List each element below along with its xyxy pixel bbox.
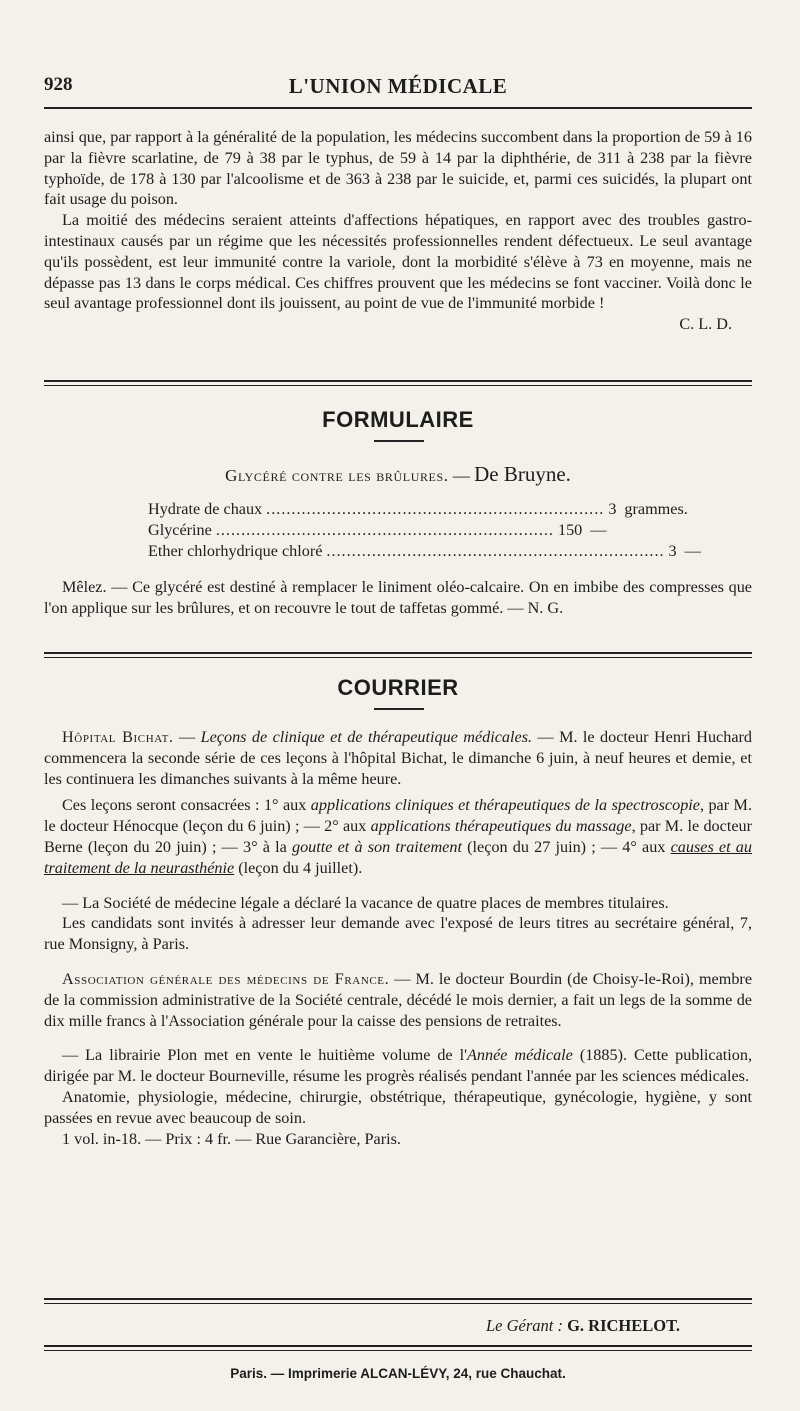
courrier-section bbox=[44, 727, 752, 1149]
printer-imprint: Paris. — Imprimerie ALCAN-LÉVY, 24, rue Chauchat. bbox=[230, 1366, 566, 1381]
ingredient-row bbox=[148, 499, 688, 520]
heading-association: Association générale des médecins de France. bbox=[62, 969, 390, 988]
section-rule-bottom bbox=[44, 657, 752, 658]
courrier-paragraph: Ces leçons seront consacrées : 1° aux applications cliniques et thérapeutiques de la spectroscopie, par M. le docteur Hénocque (leçon du 6 juin) ; — 2° aux applications thérapeutiques du massage, par M. le docteur Berne (leçon du 20 juin) ; — 3° à la goutte et à son traitement (leçon du 27 juin) ; — 4° aux causes et au traitement de la neurasthénie (leçon du 4 juillet). bbox=[44, 796, 753, 877]
courrier-paragraph: Association générale des médecins de France. — M. le docteur Bourdin (de Choisy-le-Roi), membre de la commission administrative de la Société centrale, décédé le mois dernier, a fait un legs de la somme de dix mille francs à l'Association générale pour la caisse des pensions de retraites. bbox=[44, 969, 753, 1030]
ingredient-name: Ether chlorhydrique chloré bbox=[148, 542, 323, 560]
footer-rule-top bbox=[44, 1345, 752, 1347]
journal-title: L'UNION MÉDICALE bbox=[288, 74, 508, 98]
leader-dots: ................................................................... bbox=[326, 542, 665, 560]
intro-signature: C. L. D. bbox=[679, 315, 732, 334]
gerant-name: G. RICHELOT. bbox=[567, 1316, 680, 1335]
ingredient-quantity: 150 bbox=[557, 521, 583, 539]
page-number: 928 bbox=[44, 74, 73, 95]
footer-rule-bottom bbox=[44, 1350, 752, 1351]
formulaire-text: Mêlez. — Ce glycéré est destiné à remplacer le liniment oléo-calcaire. On en imbibe des compresses que l'on applique sur les brûlures, et on recouvre le tout de taffetas gommé. — N. G. bbox=[44, 578, 752, 617]
gerant-label: Le Gérant : bbox=[485, 1316, 563, 1335]
ingredient-row bbox=[148, 541, 701, 562]
formulaire-subtitle bbox=[44, 462, 752, 487]
intro-section bbox=[44, 127, 752, 335]
ingredient-quantity: 3 bbox=[668, 542, 677, 560]
courrier-title: COURRIER bbox=[337, 675, 459, 700]
leader-dots: ................................................................... bbox=[266, 500, 605, 518]
courrier-paragraph: — La librairie Plon met en vente le huitième volume de l'Année médicale (1885). Cette publication, dirigée par M. le docteur Bourneville, résume les progrès réalisés pendant l'année par les sciences médicales. bbox=[44, 1046, 753, 1086]
gerant-signature bbox=[486, 1316, 680, 1336]
recipe-ingredients bbox=[148, 499, 701, 562]
ingredient-name: Glycérine bbox=[148, 521, 212, 539]
ingredient-unit: — bbox=[590, 521, 607, 539]
formulaire-title: FORMULAIRE bbox=[322, 407, 474, 432]
recipe-title: Glycéré contre les brûlures. bbox=[225, 466, 449, 485]
gerant-rule-top bbox=[44, 1298, 752, 1300]
courrier-paragraph: Hôpital Bichat. — Leçons de clinique et de thérapeutique médicales. — M. le docteur Henri Huchard commencera la seconde série de ces leçons à l'hôpital Bichat, le dimanche 6 juin, à neuf heures et demie, et les continuera les dimanches suivants à la même heure. bbox=[44, 728, 752, 788]
heading-hopital-bichat: Hôpital Bichat. bbox=[62, 728, 174, 746]
page-header bbox=[44, 74, 752, 100]
section-rule-bottom bbox=[44, 385, 752, 386]
leader-dots: ................................................................... bbox=[215, 521, 554, 539]
ingredient-unit: grammes. bbox=[624, 500, 688, 518]
ingredient-unit: — bbox=[684, 542, 701, 560]
section-rule-top bbox=[44, 652, 752, 654]
gerant-rule-bottom bbox=[44, 1303, 752, 1304]
courrier-paragraph: Anatomie, physiologie, médecine, chirurgie, obstétrique, thérapeutique, gynécologie, hygiène, y sont passées en revue avec beaucoup de soin. bbox=[44, 1087, 752, 1127]
intro-paragraph-1: ainsi que, par rapport à la généralité de la population, les médecins succombent dans la proportion de 59 à 16 par la fièvre scarlatine, de 79 à 38 par le typhus, de 59 à 14 par la diphthérie, de 311 à 238 par la fièvre typhoïde, de 178 à 130 par l'alcoolisme et de 363 à 238 par le suicide, et, parmi ces suicidés, la plupart ont fait usage du poison. bbox=[44, 128, 752, 209]
recipe-title-dash: — bbox=[448, 466, 475, 485]
book-title: Année médicale bbox=[467, 1046, 573, 1065]
formulaire-title-rule bbox=[374, 440, 424, 442]
courrier-paragraph: Les candidats sont invités à adresser leur demande avec l'exposé de leurs titres au secrétaire général, 7, rue Monsigny, à Paris. bbox=[44, 914, 752, 954]
recipe-author: De Bruyne. bbox=[474, 462, 571, 486]
courrier-paragraph: 1 vol. in-18. — Prix : 4 fr. — Rue Garancière, Paris. bbox=[62, 1129, 401, 1148]
ingredient-name: Hydrate de chaux bbox=[148, 500, 263, 518]
header-rule bbox=[44, 107, 752, 109]
intro-paragraph-2: La moitié des médecins seraient atteints d'affections hépatiques, en rapport avec des troubles gastro-intestinaux causés par un régime que les nécessités professionnelles rendent défectueux. Le seul avantage qu'ils possèdent, est leur immunité contre la variole, dont la morbidité s'élève à 73 en moyenne, mais ne dépasse pas 13 dans le corps médical. Ces chiffres prouvent que les médecins se font vacciner. Voilà donc le seul avantage professionnel dont ils jouissent, au point de vue de l'immunité morbide ! bbox=[44, 211, 752, 313]
ingredient-row bbox=[148, 520, 628, 541]
lecture-series-title: Leçons de clinique et de thérapeutique médicales. bbox=[200, 728, 533, 746]
ingredient-quantity: 3 bbox=[608, 500, 617, 518]
courrier-paragraph: — La Société de médecine légale a déclaré la vacance de quatre places de membres titulaires. bbox=[62, 893, 669, 912]
section-rule-top bbox=[44, 380, 752, 382]
courrier-title-rule bbox=[374, 708, 424, 710]
